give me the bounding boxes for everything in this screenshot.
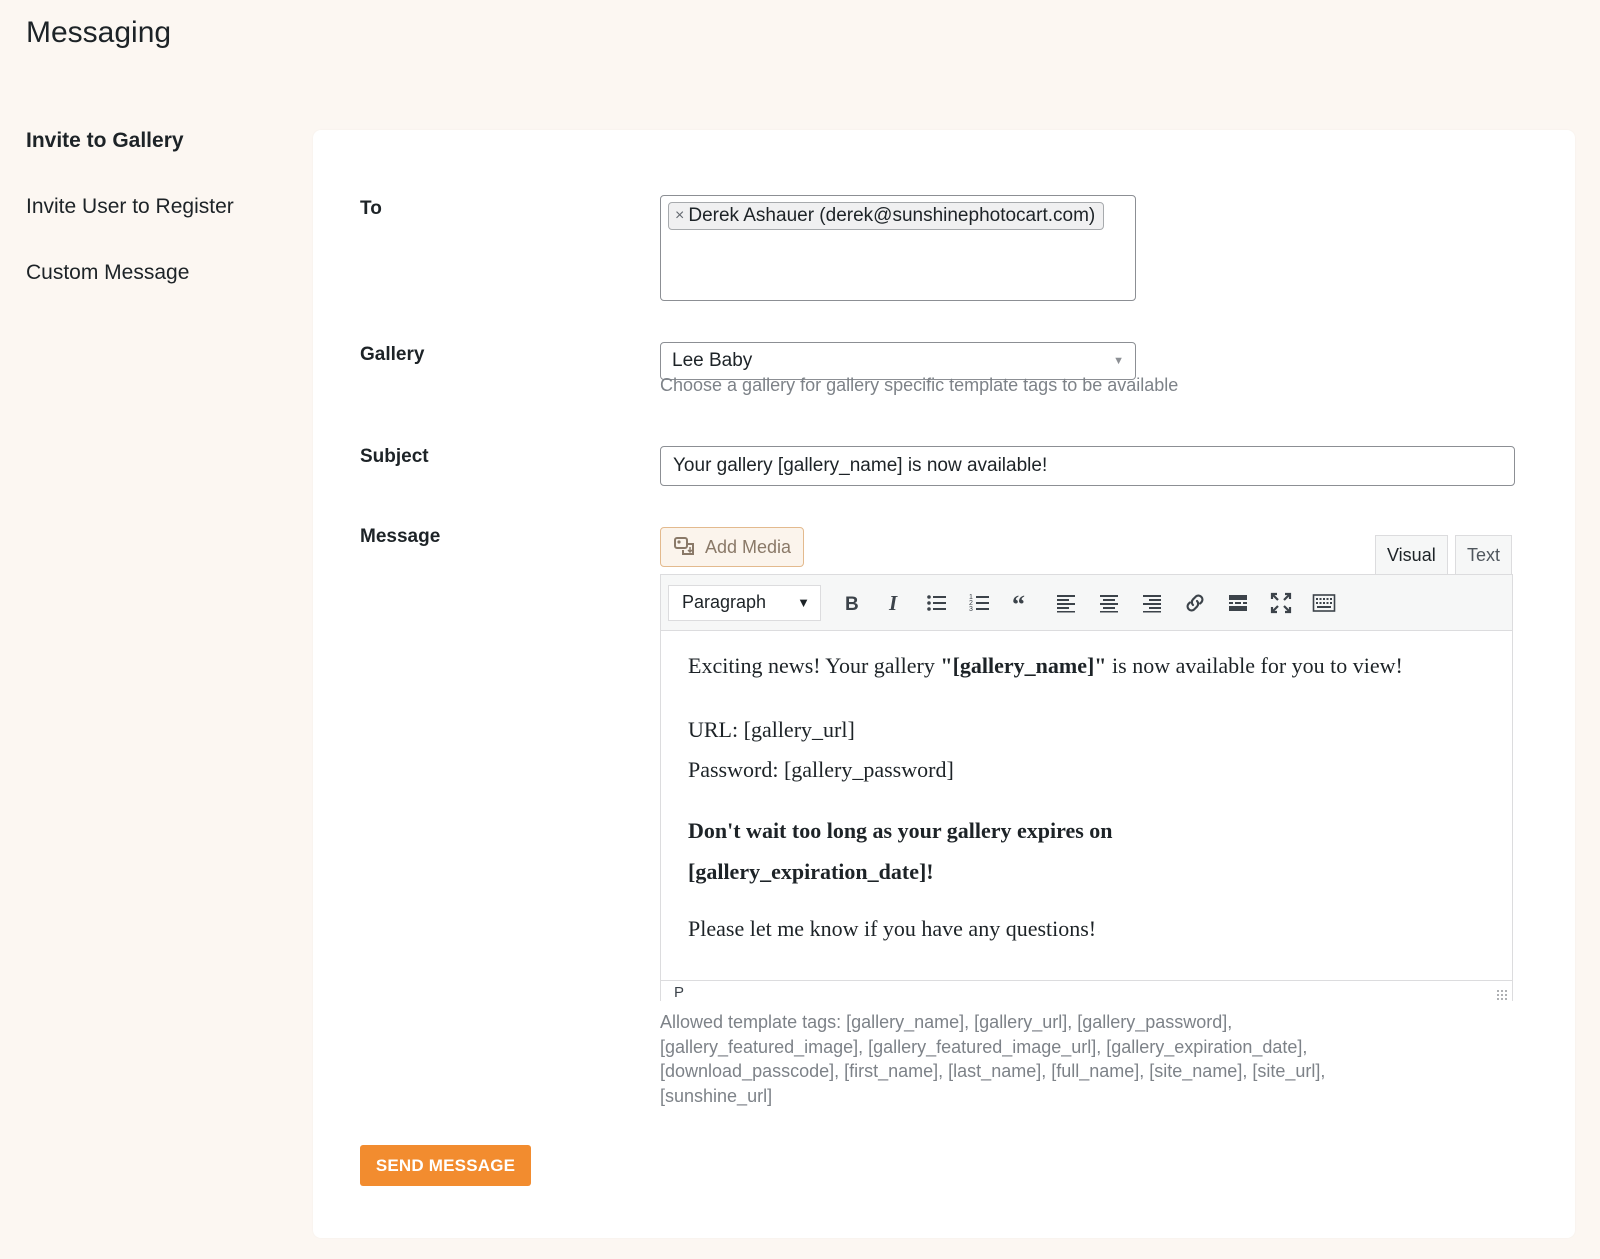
gallery-label: Gallery [360,344,425,365]
editor-paragraph: Don't wait too long as your gallery expires on [gallery_expiration_date]! [688,818,1113,884]
format-select[interactable] [668,585,821,621]
svg-text:1: 1 [968,593,973,601]
to-recipients-field[interactable] [660,195,1136,301]
align-left-icon [1054,591,1078,615]
editor-status-bar [661,980,1512,1004]
tab-visual[interactable]: Visual [1375,535,1448,576]
italic-icon [882,591,906,615]
fullscreen-icon [1269,591,1293,615]
bullet-list-button[interactable] [915,585,958,621]
keyboard-icon [1312,591,1336,615]
sidebar-item-invite-user-to-register[interactable]: Invite User to Register [26,195,234,218]
subject-label: Subject [360,446,429,467]
to-label: To [360,198,382,219]
align-right-button[interactable] [1130,585,1173,621]
italic-button[interactable] [872,585,915,621]
bold-button[interactable] [829,585,872,621]
resize-handle-icon[interactable] [1496,989,1508,1001]
format-selected-value: Paragraph [682,592,767,612]
quote-icon [1011,591,1035,615]
element-path[interactable]: P [674,984,685,1001]
bullet-list-icon [925,591,949,615]
add-media-label: Add Media [704,536,792,557]
recipient-chip [668,202,1104,230]
link-icon [1183,591,1207,615]
numbered-list-button[interactable] [958,585,1001,621]
blockquote-button[interactable] [1001,585,1044,621]
gallery-help-text: Choose a gallery for gallery specific template tags to be available [660,375,1179,395]
page-title: Messaging [26,16,172,49]
editor-paragraph: Exciting news! Your gallery "[gallery_name]" is now available for you to view! [688,653,1403,678]
remove-recipient-icon[interactable]: × [675,207,685,224]
toolbar-toggle-button[interactable] [1302,585,1345,621]
svg-text:3: 3 [968,605,973,613]
subject-input[interactable] [660,446,1515,486]
editor-paragraph: URL: [gallery_url] Password: [gallery_password] [688,717,954,782]
fullscreen-button[interactable] [1259,585,1302,621]
svg-text:B: B [844,593,859,615]
recipient-name: Derek Ashauer (derek@sunshinephotocart.com) [688,205,1096,226]
align-center-icon [1097,591,1121,615]
sidebar-item-custom-message[interactable]: Custom Message [26,261,190,284]
insert-link-button[interactable] [1173,585,1216,621]
send-message-button[interactable]: SEND MESSAGE [360,1145,531,1186]
chevron-down-icon: ▼ [797,595,810,610]
svg-text:I: I [888,590,897,615]
editor-toolbar [661,575,1512,631]
rich-text-editor [660,574,1513,1001]
media-icon [673,533,697,562]
gallery-selected-value: Lee Baby [672,350,753,371]
read-more-button[interactable] [1216,585,1259,621]
numbered-list-icon [968,591,992,615]
message-label: Message [360,526,441,547]
align-left-button[interactable] [1044,585,1087,621]
editor-content[interactable] [661,631,1512,980]
sidebar-nav [26,126,296,324]
read-more-icon [1226,591,1250,615]
editor-paragraph: Please let me know if you have any questions! [688,916,1097,941]
add-media-button[interactable] [660,527,804,567]
align-center-button[interactable] [1087,585,1130,621]
chevron-down-icon: ▼ [1113,355,1124,367]
allowed-tags-help: Allowed template tags: [gallery_name], [gallery_url], [gallery_password], [gallery_featured_image], [gallery_featured_image_url], [gallery_expiration_date], [download_passcode], [first_name], [last_name], [full_name], [site_name], [site_url], [sunshine_url] [660,1012,1326,1106]
align-right-icon [1140,591,1164,615]
message-form-card [313,130,1575,1238]
sidebar-item-invite-to-gallery[interactable]: Invite to Gallery [26,129,184,152]
svg-text:“: “ [1011,590,1025,615]
svg-text:2: 2 [968,599,973,607]
bold-icon [839,591,863,615]
tab-text[interactable]: Text [1455,535,1512,575]
